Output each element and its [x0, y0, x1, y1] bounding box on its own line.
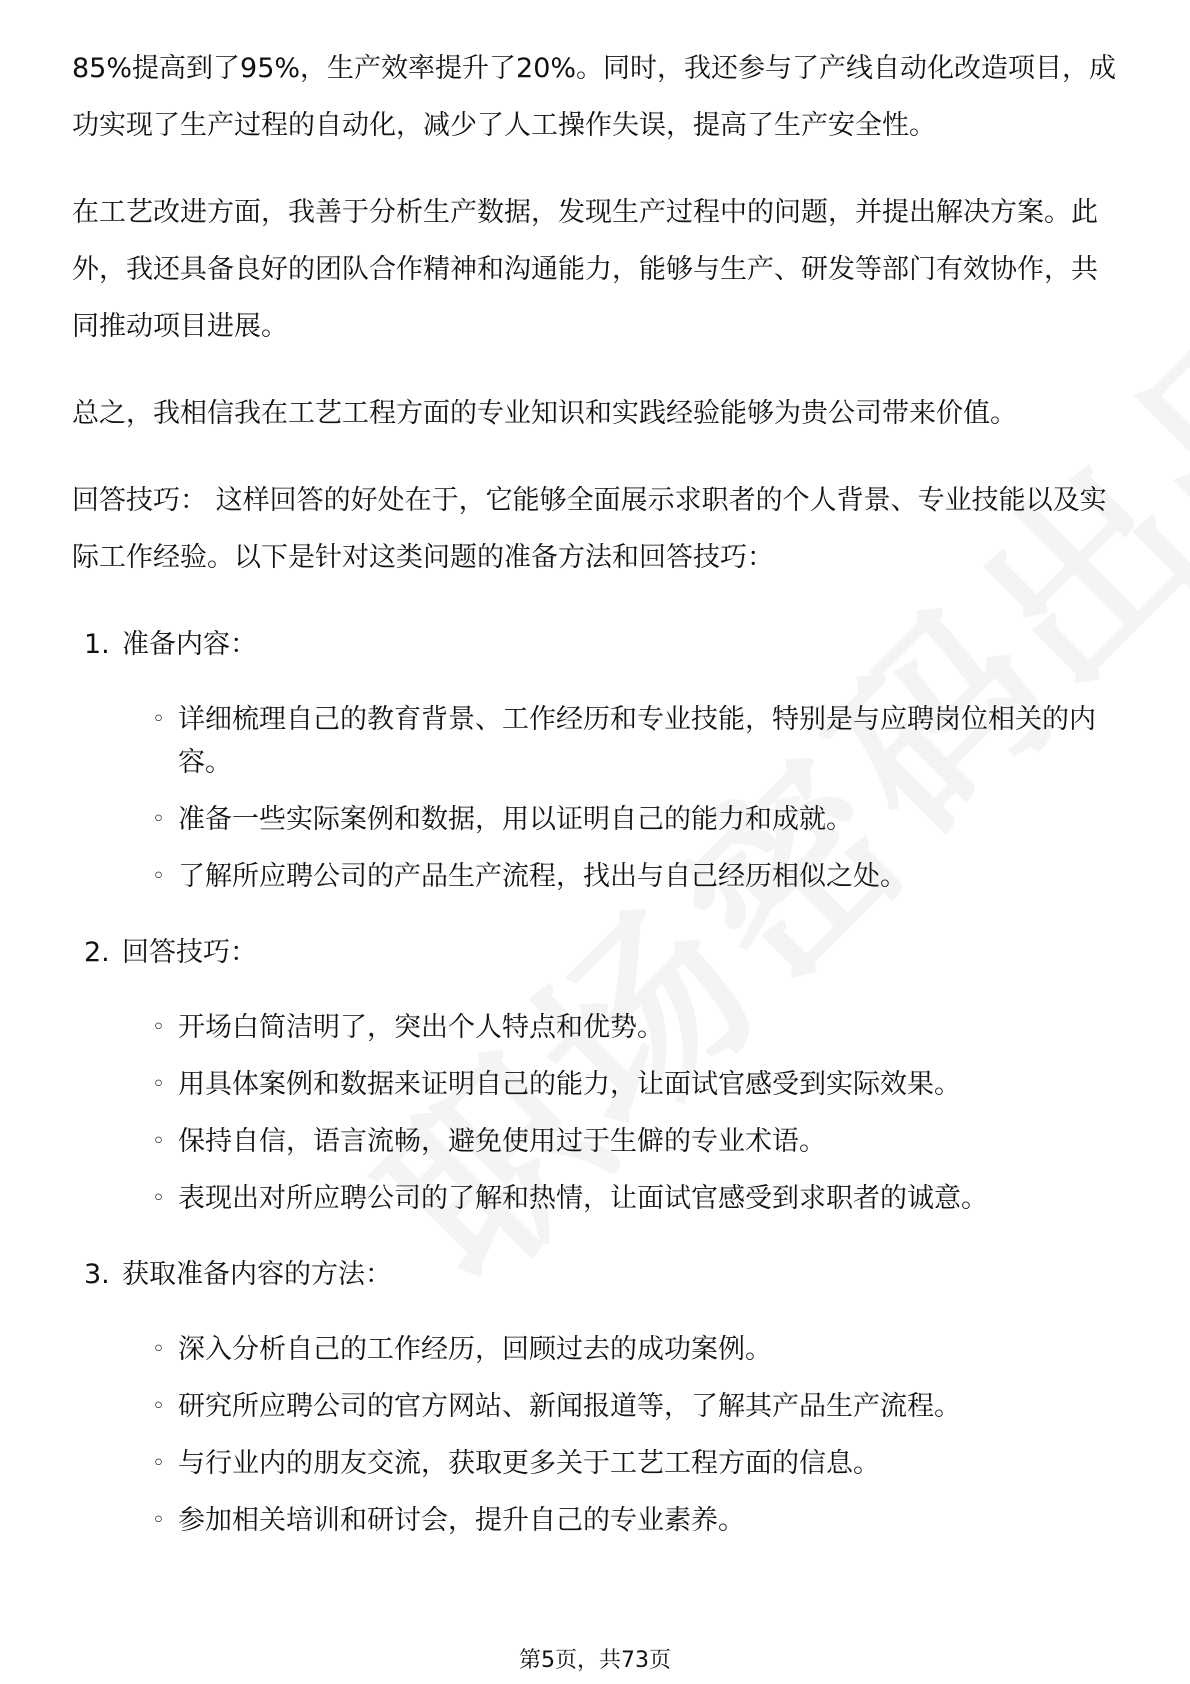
bullet-circle-icon: ◦ [152, 707, 165, 732]
bullet-circle-icon: ◦ [152, 1129, 165, 1154]
list-item-text: 详细梳理自己的教育背景、工作经历和专业技能，特别是与应聘岗位相关的内容。 [178, 704, 1096, 778]
section-number: 1. [84, 629, 110, 660]
bullet-circle-icon: ◦ [152, 1072, 165, 1097]
section-heading [84, 1246, 1122, 1303]
section-heading [84, 616, 1122, 673]
bullet-list [72, 1006, 1122, 1220]
bullet-circle-icon: ◦ [152, 1394, 165, 1419]
paragraph: 85%提高到了95%，生产效率提升了20%。同时，我还参与了产线自动化改造项目，成功实现了生产过程的自动化，减少了人工操作失误，提高了生产安全性。 [72, 53, 1117, 141]
bullet-circle-icon: ◦ [152, 1337, 165, 1362]
bullet-circle-icon: ◦ [152, 1186, 165, 1211]
section-title: 回答技巧： [122, 937, 257, 968]
bullet-list [72, 698, 1122, 898]
list-item [152, 1006, 1122, 1049]
page-footer [0, 1643, 1190, 1674]
list-item-text: 参加相关培训和研讨会，提升自己的专业素养。 [178, 1505, 745, 1536]
numbered-section [72, 924, 1122, 1220]
list-item-text: 与行业内的朋友交流，获取更多关于工艺工程方面的信息。 [178, 1448, 880, 1479]
numbered-section [72, 616, 1122, 898]
bullet-circle-icon: ◦ [152, 807, 165, 832]
bullet-circle-icon: ◦ [152, 864, 165, 889]
bullet-list [72, 1328, 1122, 1542]
section-title: 准备内容： [122, 629, 257, 660]
list-item [152, 1063, 1122, 1106]
section-title: 获取准备内容的方法： [122, 1259, 392, 1290]
list-item [152, 1328, 1122, 1371]
page-number: 第5页，共73页 [519, 1648, 671, 1673]
list-item-text: 研究所应聘公司的官方网站、新闻报道等，了解其产品生产流程。 [178, 1391, 961, 1422]
list-item-text: 深入分析自己的工作经历，回顾过去的成功案例。 [178, 1334, 772, 1365]
list-item-text: 用具体案例和数据来证明自己的能力，让面试官感受到实际效果。 [178, 1069, 961, 1100]
paragraph: 总之，我相信我在工艺工程方面的专业知识和实践经验能够为贵公司带来价值。 [72, 398, 1017, 429]
bullet-circle-icon: ◦ [152, 1508, 165, 1533]
numbered-section [72, 1246, 1122, 1542]
section-number: 3. [84, 1259, 110, 1290]
section-number: 2. [84, 937, 110, 968]
list-item [152, 1499, 1122, 1542]
list-item-text: 了解所应聘公司的产品生产流程，找出与自己经历相似之处。 [178, 861, 907, 892]
list-item-text: 开场白简洁明了，突出个人特点和优势。 [178, 1012, 664, 1043]
list-item [152, 1120, 1122, 1163]
paragraph: 回答技巧： 这样回答的好处在于，它能够全面展示求职者的个人背景、专业技能以及实际工作经验。以下是针对这类问题的准备方法和回答技巧： [72, 485, 1107, 573]
section-heading [84, 924, 1122, 981]
paragraph: 在工艺改进方面，我善于分析生产数据，发现生产过程中的问题，并提出解决方案。此外，我还具备良好的团队合作精神和沟通能力，能够与生产、研发等部门有效协作，共同推动项目进展。 [72, 197, 1098, 342]
list-item [152, 698, 1122, 784]
list-item [152, 798, 1122, 841]
bullet-circle-icon: ◦ [152, 1015, 165, 1040]
list-item-text: 表现出对所应聘公司的了解和热情，让面试官感受到求职者的诚意。 [178, 1183, 988, 1214]
list-item [152, 855, 1122, 898]
list-item [152, 1177, 1122, 1220]
list-item [152, 1385, 1122, 1428]
bullet-circle-icon: ◦ [152, 1451, 165, 1476]
list-item-text: 保持自信，语言流畅，避免使用过于生僻的专业术语。 [178, 1126, 826, 1157]
list-item [152, 1442, 1122, 1485]
list-item-text: 准备一些实际案例和数据，用以证明自己的能力和成就。 [178, 804, 853, 835]
document-body [72, 40, 1122, 1568]
